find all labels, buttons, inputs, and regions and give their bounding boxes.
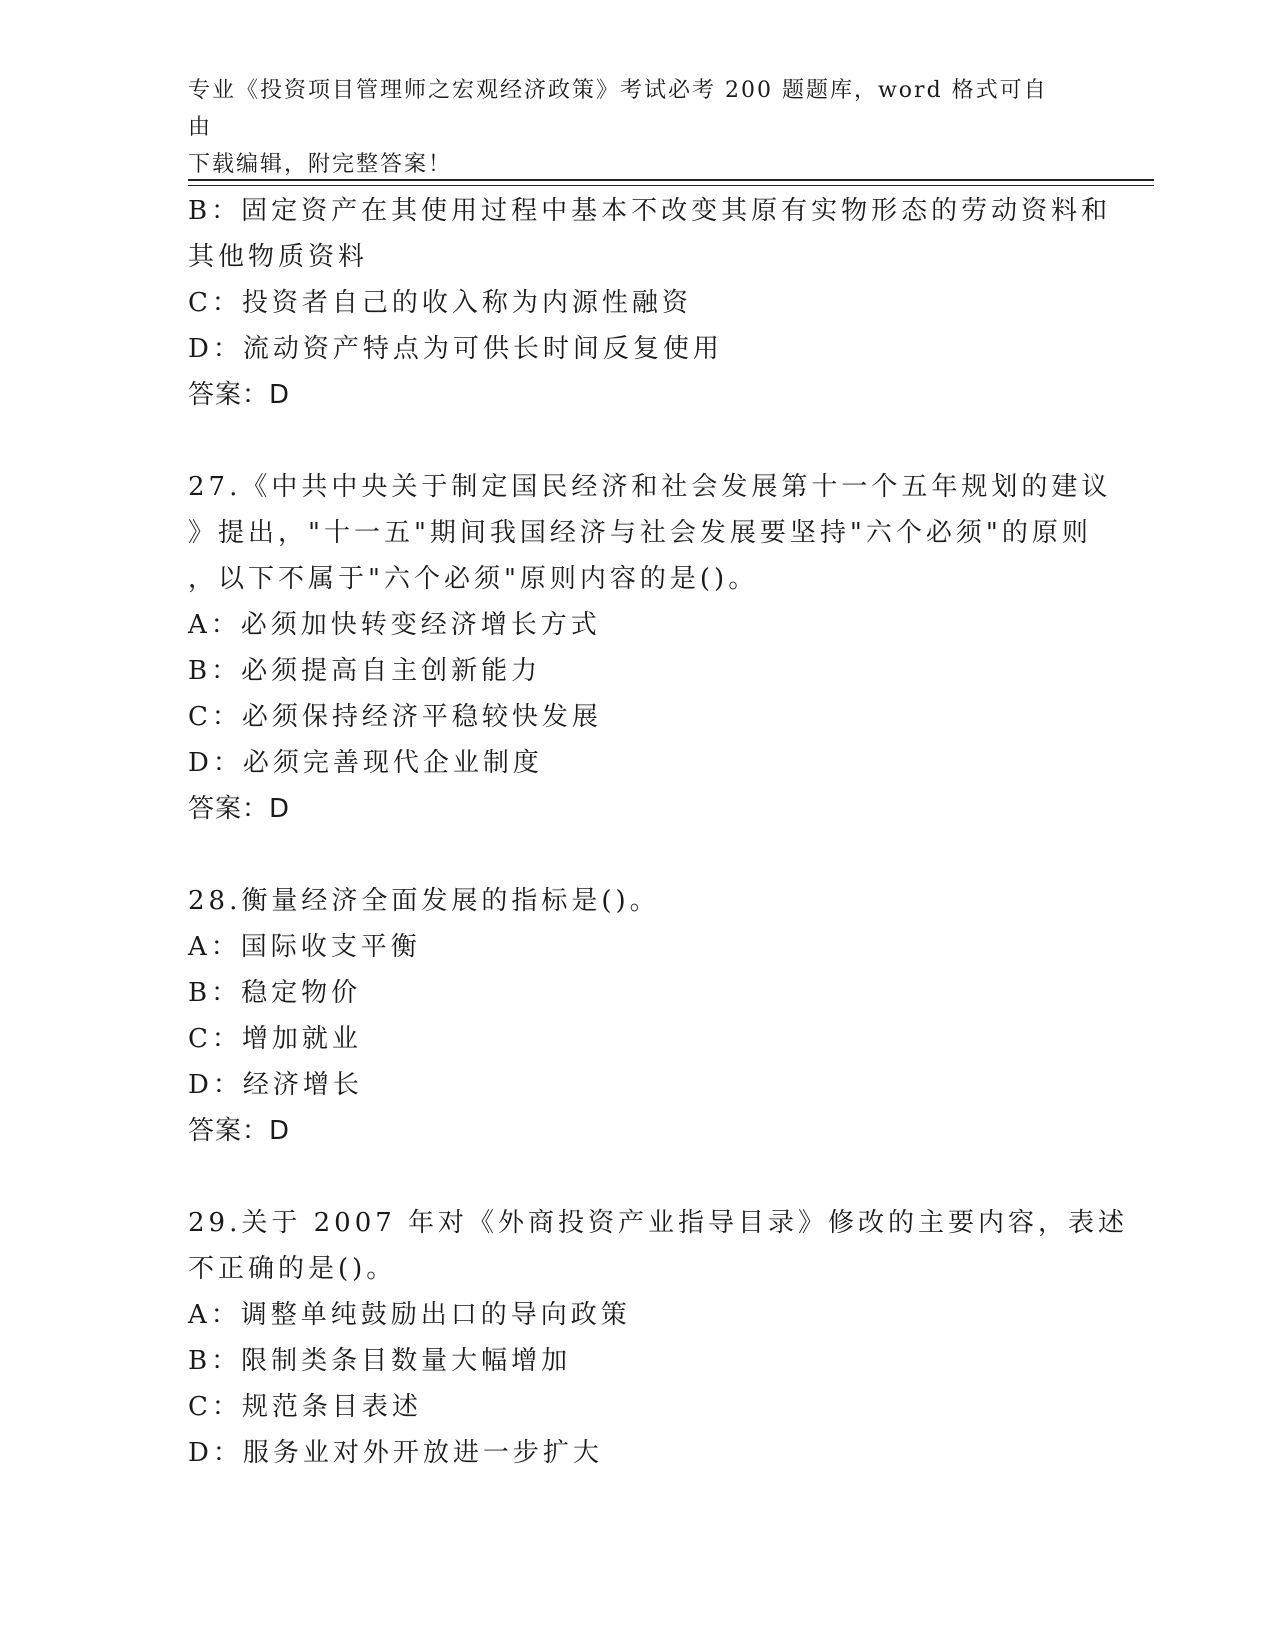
question-27 bbox=[188, 464, 1112, 832]
question-stem-line-2: 不正确的是()。 bbox=[188, 1254, 397, 1284]
option-d: D：服务业对外开放进一步扩大 bbox=[188, 1438, 603, 1468]
answer: 答案：D bbox=[188, 1116, 291, 1146]
option-d: D：经济增长 bbox=[188, 1070, 363, 1100]
header-divider-thick bbox=[188, 179, 1154, 181]
question-29 bbox=[188, 1200, 1129, 1476]
option-d: D：流动资产特点为可供长时间反复使用 bbox=[188, 334, 723, 364]
question-26-continued bbox=[188, 188, 1112, 418]
question-list bbox=[188, 188, 1129, 1476]
option-b: B：必须提高自主创新能力 bbox=[188, 656, 542, 686]
document-header bbox=[188, 72, 1068, 183]
question-stem-line-3: ，以下不属于"六个必须"原则内容的是()。 bbox=[188, 564, 759, 594]
option-b-line-1: B：固定资产在其使用过程中基本不改变其原有实物形态的劳动资料和 bbox=[188, 196, 1112, 226]
question-stem-line-1: 27.《中共中央关于制定国民经济和社会发展第十一个五年规划的建议 bbox=[188, 472, 1112, 502]
header-line-2: 下载编辑，附完整答案！ bbox=[188, 152, 453, 177]
question-28 bbox=[188, 878, 1078, 1154]
spacer bbox=[188, 418, 1078, 464]
header-line-1: 专业《投资项目管理师之宏观经济政策》考试必考 200 题题库，word 格式可自由 bbox=[188, 78, 1048, 140]
option-c: C：投资者自己的收入称为内源性融资 bbox=[188, 288, 692, 318]
header-divider-thin bbox=[188, 185, 1154, 186]
option-b-line-2: 其他物质资料 bbox=[188, 242, 369, 272]
question-stem-line-1: 29.关于 2007 年对《外商投资产业指导目录》修改的主要内容，表述 bbox=[188, 1208, 1129, 1238]
spacer bbox=[188, 832, 1078, 878]
spacer bbox=[188, 1154, 1078, 1200]
option-a: A：必须加快转变经济增长方式 bbox=[188, 610, 601, 640]
option-c: C：增加就业 bbox=[188, 1024, 362, 1054]
option-d: D：必须完善现代企业制度 bbox=[188, 748, 543, 778]
answer: 答案：D bbox=[188, 794, 291, 824]
option-c: C：规范条目表述 bbox=[188, 1392, 422, 1422]
option-b: B：稳定物价 bbox=[188, 978, 362, 1008]
option-a: A：国际收支平衡 bbox=[188, 932, 421, 962]
option-a: A：调整单纯鼓励出口的导向政策 bbox=[188, 1300, 631, 1330]
option-c: C：必须保持经济平稳较快发展 bbox=[188, 702, 602, 732]
question-stem-line-2: 》提出，"十一五"期间我国经济与社会发展要坚持"六个必须"的原则 bbox=[188, 518, 1092, 548]
option-b: B：限制类条目数量大幅增加 bbox=[188, 1346, 572, 1376]
answer: 答案：D bbox=[188, 380, 291, 410]
question-stem: 28.衡量经济全面发展的指标是()。 bbox=[188, 886, 660, 916]
